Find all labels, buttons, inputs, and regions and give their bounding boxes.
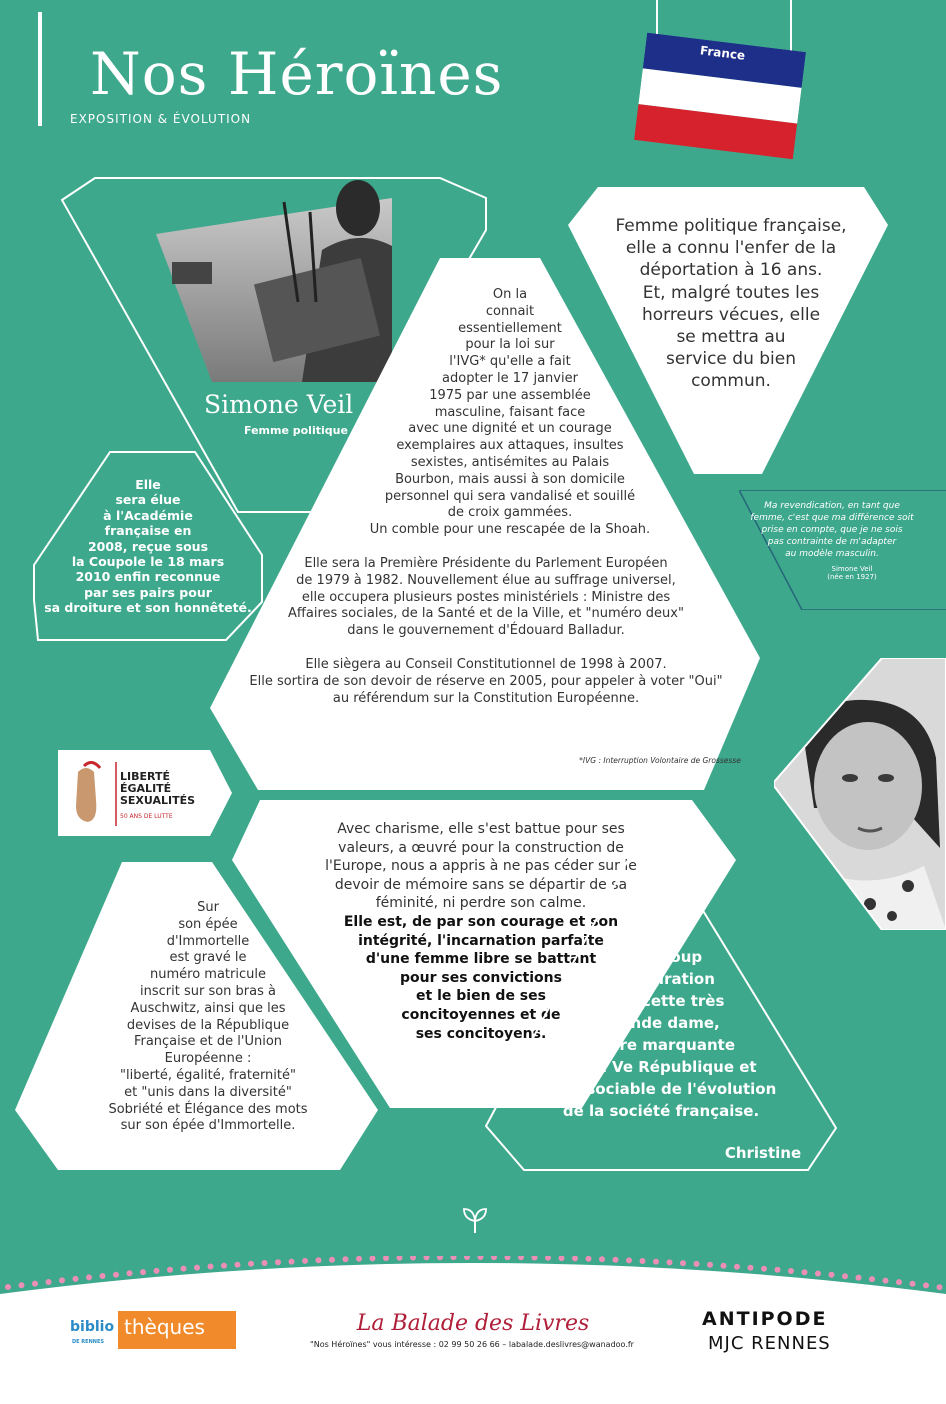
footer-dot	[140, 1269, 146, 1275]
footer-dot	[221, 1263, 227, 1269]
footer-dot	[235, 1262, 241, 1268]
footer-dot	[316, 1257, 322, 1263]
footer-dot	[59, 1277, 65, 1283]
footer-dot	[113, 1272, 119, 1278]
footer-dot	[842, 1273, 848, 1279]
page-subtitle: EXPOSITION & ÉVOLUTION	[70, 112, 252, 126]
footer-dot	[518, 1256, 524, 1260]
footer-dot	[86, 1274, 92, 1280]
footer-dot	[815, 1271, 821, 1277]
footer-dot	[19, 1282, 25, 1288]
footer-dot	[883, 1278, 889, 1284]
testimony-signature: Christine	[724, 1144, 802, 1162]
footer-dot	[748, 1265, 754, 1271]
main-paragraph-2: Elle sera la Première Présidente du Parlement Européen de 1979 à 1982. Nouvellement élue au suffrage universel, elle occupera plusieurs postes ministériels : Ministre des Affaires sociales, de la Santé et de la Ville, et "numéro deux" dans le gouvernement d'Édouard Balladur.	[288, 556, 684, 639]
quote-author: Simone Veil (née en 1927)	[827, 565, 877, 581]
footer-dot	[667, 1259, 673, 1265]
footer-dot	[127, 1270, 133, 1276]
footer-dot	[599, 1256, 605, 1262]
footer-dot	[262, 1260, 268, 1266]
footer-dot	[910, 1281, 916, 1287]
footer-dot	[73, 1276, 79, 1282]
footer-dot	[923, 1282, 929, 1288]
footer-dot	[572, 1256, 578, 1261]
footer-dot	[32, 1281, 38, 1287]
footer-dot	[451, 1256, 457, 1260]
sprout-icon	[460, 1205, 490, 1235]
bibliotheques-logo	[70, 1311, 236, 1349]
footer-dot	[694, 1261, 700, 1267]
footer-dot	[559, 1256, 565, 1261]
footer-dot	[46, 1279, 52, 1285]
footer-dot	[613, 1257, 619, 1263]
footer-dot	[100, 1273, 106, 1279]
footer-dot	[410, 1256, 416, 1261]
footer-dot	[424, 1256, 430, 1260]
main-paragraph-3: Elle siègera au Conseil Constitutionnel de 1998 à 2007. Elle sortira de son devoir de réserve en 2005, pour appeler à voter "Oui" au référendum sur la Constitution Européenne.	[249, 657, 723, 706]
antipode-logo: ANTIPODE	[702, 1308, 828, 1330]
bib-prefix: biblio	[70, 1319, 115, 1335]
footnote: *IVG : Interruption Volontaire de Grossesse	[579, 756, 741, 765]
footer-dot	[626, 1257, 632, 1263]
footer-dot	[478, 1256, 484, 1260]
footer-dot	[491, 1256, 497, 1260]
footer-dot	[532, 1256, 538, 1261]
left-text: Elle sera élue à l'Académie française en 2008, reçue sous la Coupole le 18 mars 2010 enfin reconnue par ses pairs pour sa droiture et son honnêteté.	[44, 477, 252, 616]
main-paragraph-1: On la connait essentiellement pour la loi sur l'IVG* qu'elle a fait adopter le 17 janvier 1975 par une assemblée masculine, faisant face avec une dignité et un courage exemplaires aux attaques, insultes sexistes, antisémites au Palais Bourbon, mais aussi à son domicile personnel qui sera vandalisé et souillé de croix gammées. Un comble pour une rescapée de la Shoah.	[369, 287, 651, 538]
footer-dot	[275, 1259, 281, 1265]
footer-dot	[208, 1264, 214, 1270]
footer-dot	[154, 1268, 160, 1274]
contact-line: "Nos Héroïnes" vous intéresse : 02 99 50 26 66 – labalade.deslivres@wanadoo.fr	[310, 1340, 634, 1349]
footer-dot	[829, 1272, 835, 1278]
footer-dot	[680, 1260, 686, 1266]
footer-dot	[505, 1256, 511, 1260]
footer-dot	[329, 1257, 335, 1263]
footer-dot	[248, 1261, 254, 1267]
footer-dot	[545, 1256, 551, 1261]
footer-dot	[869, 1276, 875, 1282]
footer-dot	[640, 1258, 646, 1264]
flag-label: France	[699, 43, 746, 63]
logo-tag: 50 ANS DE LUTTE	[120, 813, 173, 820]
footer-dot	[802, 1269, 808, 1275]
footer-dot	[397, 1256, 403, 1261]
footer-dot	[937, 1284, 943, 1290]
footer-dot	[343, 1256, 349, 1262]
person-role: Femme politique	[244, 424, 348, 437]
footer-dot	[383, 1256, 389, 1261]
footer-dot	[586, 1256, 592, 1262]
footer-dot	[5, 1284, 11, 1290]
right-bottom-text: J'ai beaucoup d'admiration pour cette très grande dame, figure marquante de la Ve République et indissociable de l'évolution de la société française.	[545, 926, 777, 1120]
footer-dot	[788, 1268, 794, 1274]
footer-dot	[856, 1275, 862, 1281]
bib-sub: DE RENNES	[72, 1339, 104, 1345]
footer-dot	[194, 1265, 200, 1271]
footer-dot	[707, 1262, 713, 1268]
center-bottom-text: Avec charisme, elle s'est battue pour ses valeurs, a œuvré pour la construction de l'Europe, nous a appris à ne pas céder sur le devoir de mémoire sans se départir de sa féminité, ni perdre son calme. Elle est, de par son courage et son intégrité, l'incarnation parfaite d'une femme libre se battant pour ses convictions et le bien de ses concitoyennes et de ses concitoyens.	[325, 821, 637, 1042]
logo-line-2: ÉGALITÉ	[120, 782, 172, 795]
top-right-text: Femme politique française, elle a connu l'enfer de la déportation à 16 ans. Et, malgré toutes les horreurs vécues, elle se mettra au service du bien commun.	[615, 216, 847, 392]
mjc-rennes-label: MJC RENNES	[708, 1333, 831, 1354]
footer-dot	[302, 1258, 308, 1264]
footer-dot	[896, 1279, 902, 1285]
footer-dot	[775, 1267, 781, 1273]
logo-line-1: LIBERTÉ	[120, 770, 170, 783]
logo-line-3: SEXUALITÉS	[120, 794, 196, 807]
footer-dot	[653, 1259, 659, 1265]
page-title: Nos Héroïnes	[90, 40, 504, 108]
footer-dot	[356, 1256, 362, 1262]
footer-dot	[437, 1256, 443, 1260]
footer-dot	[370, 1256, 376, 1261]
footer-dot	[167, 1267, 173, 1273]
footer-dot	[181, 1266, 187, 1272]
footer-dot	[761, 1266, 767, 1272]
footer-dot	[734, 1264, 740, 1270]
bib-main: thèques	[124, 1315, 205, 1339]
balade-des-livres-title: La Balade des Livres	[356, 1311, 590, 1336]
footer-dot	[464, 1256, 470, 1260]
quote-text: Ma revendication, en tant que femme, c'est que ma différence soit prise en compte, que je ne sois pas contrainte de m'adapter au modèle masculin.	[750, 501, 914, 559]
person-name: Simone Veil	[204, 390, 354, 419]
footer-dot	[289, 1259, 295, 1265]
left-bottom-text: Sur son épée d'Immortelle est gravé le numéro matricule inscrit sur son bras à Auschwitz, ainsi que les devises de la République Française et de l'Union Européenne : "liberté, égalité, fraternité" et "unis dans la diversité" Sobriété et Élégance des mots sur son épée d'Immortelle.	[108, 900, 308, 1134]
footer-dot	[721, 1263, 727, 1269]
